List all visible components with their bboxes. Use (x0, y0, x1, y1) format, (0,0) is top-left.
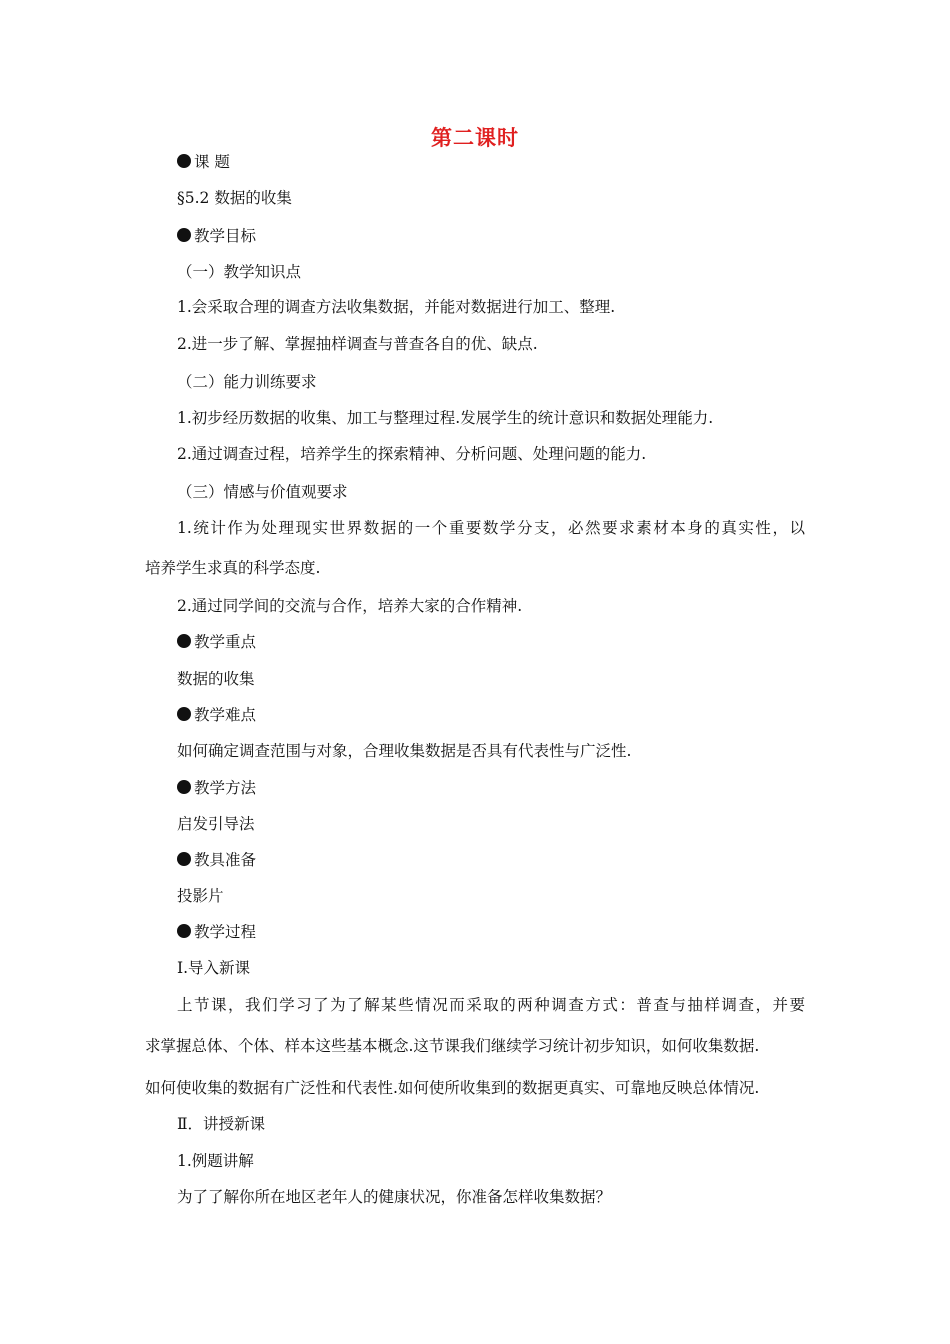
text-line: （二）能力训练要求 (177, 373, 317, 391)
text-line: 培养学生求真的科学态度. (145, 559, 321, 577)
text-line: 2.进一步了解、掌握抽样调查与普查各自的优、缺点. (177, 335, 538, 353)
section-heading (177, 226, 256, 246)
text-line: 1.统计作为处理现实世界数据的一个重要数学分支，必然要求素材本身的真实性，以 (177, 519, 805, 537)
text-line: 如何使收集的数据有广泛性和代表性.如何使所收集到的数据更真实、可靠地反映总体情况. (145, 1079, 760, 1097)
text-line: 求掌握总体、个体、样本这些基本概念.这节课我们继续学习统计初步知识，如何收集数据. (145, 1037, 760, 1055)
bullet-icon (177, 154, 191, 168)
bullet-icon (177, 228, 191, 242)
text-line: Ⅰ.导入新课 (177, 959, 251, 977)
line-text: 教学目标 (194, 227, 257, 245)
text-line: Ⅱ．讲授新课 (177, 1115, 266, 1133)
text-line: 2.通过同学间的交流与合作，培养大家的合作精神. (177, 597, 523, 615)
text-line: （一）教学知识点 (177, 263, 302, 281)
text-line: §5.2 数据的收集 (177, 189, 292, 207)
text-line: 数据的收集 (177, 670, 255, 688)
text-line: 投影片 (177, 887, 224, 905)
bullet-icon (177, 924, 191, 938)
text-line: 为了了解你所在地区老年人的健康状况，你准备怎样收集数据？ (177, 1188, 612, 1206)
page-title: 第二课时 (431, 125, 519, 150)
section-heading (177, 778, 256, 798)
line-text: 课 题 (194, 153, 230, 171)
text-line: 1.例题讲解 (177, 1152, 254, 1170)
bullet-icon (177, 780, 191, 794)
text-line: （三）情感与价值观要求 (177, 483, 348, 501)
section-heading (177, 922, 256, 942)
bullet-icon (177, 634, 191, 648)
section-heading (177, 850, 256, 870)
text-line: 1.初步经历数据的收集、加工与整理过程.发展学生的统计意识和数据处理能力. (177, 409, 714, 427)
line-text: 教学方法 (194, 779, 257, 797)
text-line: 如何确定调查范围与对象，合理收集数据是否具有代表性与广泛性. (177, 742, 632, 760)
text-line: 上节课，我们学习了为了解某些情况而采取的两种调查方式：普查与抽样调查，并要 (177, 996, 805, 1014)
text-line: 1.会采取合理的调查方法收集数据，并能对数据进行加工、整理. (177, 298, 616, 316)
line-text: 教学难点 (194, 706, 257, 724)
text-line: 启发引导法 (177, 815, 255, 833)
text-line: 2.通过调查过程，培养学生的探索精神、分析问题、处理问题的能力. (177, 445, 647, 463)
section-heading (177, 632, 256, 652)
bullet-icon (177, 707, 191, 721)
section-heading (177, 705, 256, 725)
line-text: 教学重点 (194, 633, 257, 651)
bullet-icon (177, 852, 191, 866)
line-text: 教学过程 (194, 923, 257, 941)
section-heading (177, 152, 230, 172)
line-text: 教具准备 (194, 851, 257, 869)
